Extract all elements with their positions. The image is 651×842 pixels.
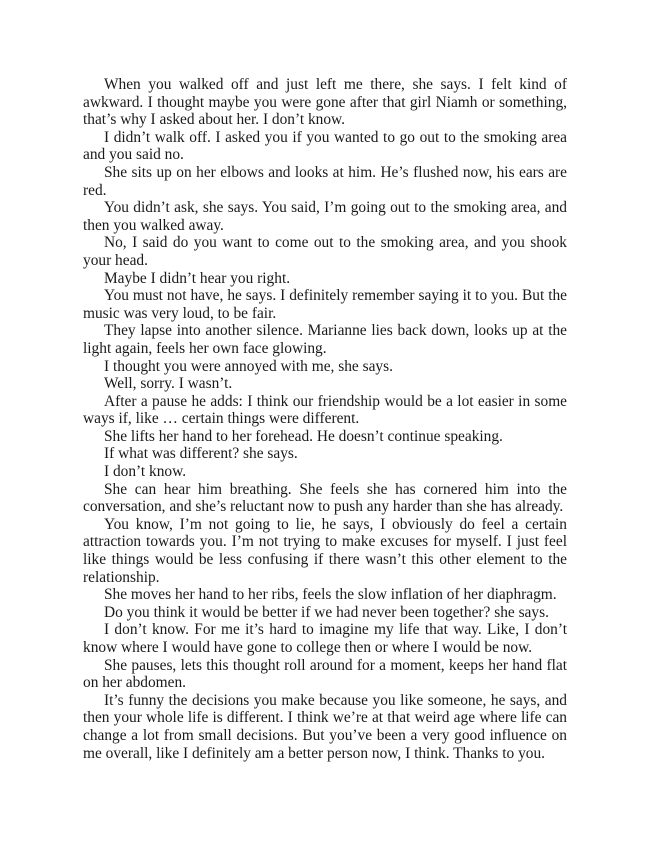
paragraph: No, I said do you want to come out to the smoking area, and you shook your head. [83, 234, 567, 269]
paragraph: She sits up on her elbows and looks at him. He’s flushed now, his ears are red. [83, 163, 567, 199]
paragraph: I don’t know. For me it’s hard to imagine my life that way. Like, I don’t know where I would have gone to college then or where I would be now. [83, 621, 567, 656]
paragraph: You didn’t ask, she says. You said, I’m going out to the smoking area, and then you walked away. [83, 199, 567, 234]
paragraph: I thought you were annoyed with me, she says. [104, 357, 393, 375]
paragraph: She pauses, lets this thought roll around for a moment, keeps her hand flat on her abdomen. [83, 656, 567, 692]
paragraph: Well, sorry. I wasn’t. [104, 375, 233, 393]
paragraph: It’s funny the decisions you make because you like someone, he says, and then your whole life is different. I think we’re at that weird age where life can change a lot from small decisions. But you’ve been a very good influence on me overall, like I definitely am a better person now, I think. Thanks to you. [83, 691, 567, 762]
paragraph: Do you think it would be better if we had never been together? she says. [104, 603, 549, 621]
paragraph: She moves her hand to her ribs, feels the slow inflation of her diaphragm. [104, 586, 557, 604]
paragraph: When you walked off and just left me there, she says. I felt kind of awkward. I thought maybe you were gone after that girl Niamh or something, that’s why I asked about her. I don’t know. [83, 76, 567, 129]
paragraph: I didn’t walk off. I asked you if you wanted to go out to the smoking area and you said no. [83, 128, 567, 164]
paragraph: After a pause he adds: I think our friendship would be a lot easier in some ways if, like … certain things were different. [83, 392, 567, 428]
paragraph: If what was different? she says. [104, 445, 298, 463]
paragraph: I don’t know. [104, 463, 187, 481]
paragraph: She lifts her hand to her forehead. He doesn’t continue speaking. [104, 427, 503, 445]
paragraph: They lapse into another silence. Marianne lies back down, looks up at the light again, feels her own face glowing. [83, 322, 567, 357]
paragraph: You know, I’m not going to lie, he says, I obviously do feel a certain attraction towards you. I’m not trying to make excuses for myself. I just feel like things would be less confusing if there wasn’t this other element to the relationship. [83, 515, 567, 586]
paragraph: Maybe I didn’t hear you right. [104, 269, 291, 287]
paragraph: She can hear him breathing. She feels she has cornered him into the conversation, and she’s reluctant now to push any harder than she has already. [83, 480, 567, 516]
book-page [83, 76, 567, 762]
paragraph: You must not have, he says. I definitely remember saying it to you. But the music was very loud, to be fair. [83, 287, 567, 322]
